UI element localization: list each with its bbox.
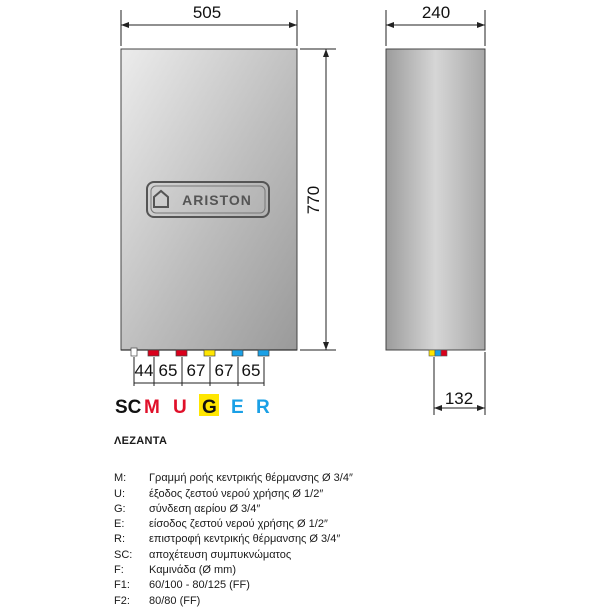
legend-code: U:: [114, 487, 125, 500]
legend-text: αποχέτευση συμπυκνώματος: [149, 548, 292, 561]
legend-text: έξοδος ζεστού νερού χρήσης Ø 1/2″: [149, 487, 324, 500]
legend-code: M:: [114, 472, 127, 485]
pipe-connector: [258, 350, 269, 356]
width-label: 505: [192, 3, 222, 22]
legend-code: SC:: [114, 548, 133, 561]
code-label: R: [256, 397, 270, 418]
pipe-connector: [148, 350, 159, 356]
arrowhead: [121, 22, 129, 28]
legend-title: ΛΕΖΑΝΤΑ: [114, 435, 168, 447]
pipe-connector: [204, 350, 215, 356]
arrowhead: [289, 22, 297, 28]
legend-text: σύνδεση αερίου Ø 3/4″: [149, 502, 261, 515]
legend-item: [114, 532, 574, 547]
arrowhead: [323, 49, 329, 57]
side-connector: [429, 350, 435, 356]
legend-code: F2:: [114, 594, 130, 607]
brand-label: ARISTON: [182, 192, 252, 208]
legend-item: [114, 548, 574, 563]
arrowhead: [477, 22, 485, 28]
legend-code: E:: [114, 518, 125, 531]
code-label: U: [173, 397, 187, 418]
legend: [114, 434, 574, 609]
legend-item: [114, 594, 574, 609]
code-label: G: [202, 397, 217, 418]
spacing-label: 65: [241, 361, 261, 380]
legend-text: 60/100 - 80/125 (FF): [149, 579, 250, 592]
spacing-label: 44: [134, 361, 154, 380]
spacing-label: 67: [186, 361, 206, 380]
pipe-connector: [131, 348, 137, 356]
arrowhead: [477, 405, 485, 411]
legend-code: G:: [114, 502, 126, 515]
arrowhead: [386, 22, 394, 28]
pipe-connector: [232, 350, 243, 356]
legend-text: επιστροφή κεντρικής θέρμανσης Ø 3/4″: [149, 533, 341, 546]
legend-text: Γραμμή ροής κεντρικής θέρμανσης Ø 3/4″: [149, 472, 353, 485]
legend-code: R:: [114, 533, 125, 546]
spacing-label: 67: [214, 361, 234, 380]
arrowhead: [434, 405, 442, 411]
code-label: SC: [115, 397, 142, 418]
side-connector: [435, 350, 441, 356]
legend-item: [114, 487, 574, 502]
legend-item: [114, 471, 574, 486]
legend-text: είσοδος ζεστού νερού χρήσης Ø 1/2″: [149, 518, 328, 531]
code-label: E: [231, 397, 244, 418]
legend-item: [114, 502, 574, 517]
legend-item: [114, 563, 574, 578]
arrowhead: [323, 342, 329, 350]
legend-text: 80/80 (FF): [149, 594, 201, 607]
legend-list: [114, 471, 574, 609]
legend-item: [114, 578, 574, 593]
side-connector: [441, 350, 447, 356]
boiler-side-panel: [386, 49, 485, 350]
legend-item: [114, 517, 574, 532]
legend-code: F:: [114, 564, 124, 577]
pipe-connector: [176, 350, 187, 356]
code-label: M: [144, 397, 160, 418]
spacing-label: 65: [158, 361, 178, 380]
legend-code: F1:: [114, 579, 130, 592]
height-label: 770: [304, 185, 323, 215]
depth-label: 240: [421, 3, 451, 22]
offset-label: 132: [444, 389, 474, 408]
legend-text: Καμινάδα (Ø mm): [149, 564, 237, 577]
connection-codes: [115, 394, 270, 418]
